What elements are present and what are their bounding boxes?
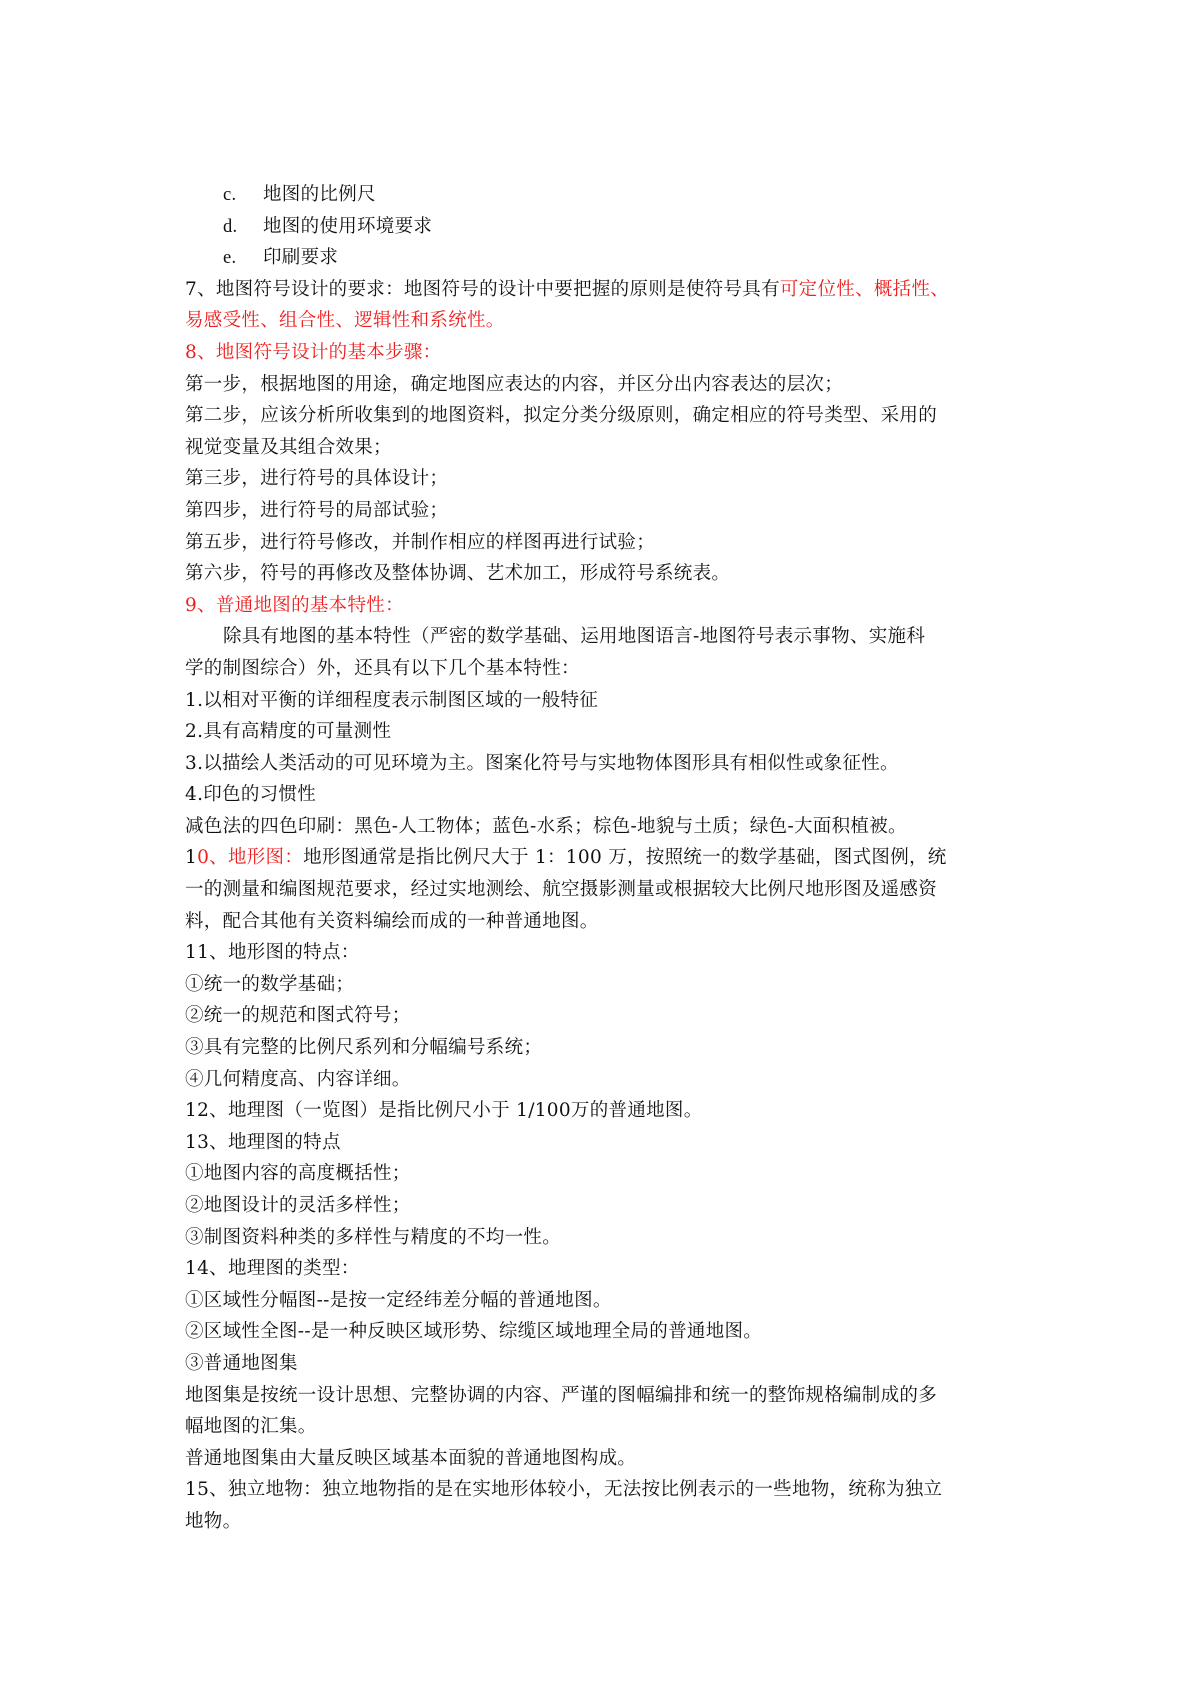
feature-2: 2.具有高精度的可量测性: [185, 721, 392, 743]
section-10-line-2: 一的测量和编图规范要求，经过实地测绘、航空摄影测量或根据较大比例尺地形图及遥感资: [185, 879, 938, 901]
section-10-line-3: 料，配合其他有关资料编绘而成的一种普通地图。: [185, 910, 599, 932]
section-13-item-3: ③制图资料种类的多样性与精度的不均一性。: [185, 1226, 562, 1248]
section-7-lead: 7、地图符号设计的要求：地图符号的设计中要把握的原则是使符号具有: [185, 278, 780, 300]
atlas-definition-line-1: 地图集是按统一设计思想、完整协调的内容、严谨的图幅编排和统一的整饰规格编制成的多: [185, 1384, 938, 1406]
section-14-item-2: ②区域性全图--是一种反映区域形势、综缆区域地理全局的普通地图。: [185, 1321, 763, 1343]
section-8-heading: 8、地图符号设计的基本步骤：: [185, 341, 442, 363]
list-item-c: [185, 179, 1015, 211]
item-text: 地图的使用环境要求: [263, 215, 433, 237]
document-page: [185, 179, 1015, 1538]
section-13-item-2: ②地图设计的灵活多样性；: [185, 1195, 411, 1216]
section-11-item-2: ②统一的规范和图式符号；: [185, 1005, 411, 1027]
section-14-item-3: ③普通地图集: [185, 1352, 298, 1374]
step-5: 第五步，进行符号修改，并制作相应的样图再进行试验；: [185, 531, 656, 553]
atlas-definition-line-2: 幅地图的汇集。: [185, 1416, 317, 1438]
step-6: 第六步，符号的再修改及整体协调、艺术加工，形成符号系统表。: [185, 563, 731, 585]
section-7-highlight-1: 可定位性、概括性、: [779, 278, 950, 300]
item-letter: e.: [223, 248, 237, 269]
section-10-heading: 0、地形图：: [197, 847, 304, 869]
list-item-e: [185, 242, 1015, 274]
section-13-heading: 13、地理图的特点: [185, 1131, 341, 1153]
section-14-item-1: ①区域性分幅图--是按一定经纬差分幅的普通地图。: [185, 1289, 612, 1311]
section-10-number: 1: [185, 847, 198, 869]
item-text: 地图的比例尺: [263, 184, 376, 205]
section-7-line-1: [185, 274, 1015, 306]
section-9-paragraph-line-2: 学的制图综合）外，还具有以下几个基本特性：: [185, 657, 580, 679]
section-13-item-1: ①地图内容的高度概括性；: [185, 1163, 411, 1185]
section-11-heading: 11、地形图的特点：: [185, 942, 360, 964]
item-text: 印刷要求: [263, 247, 339, 269]
section-11-item-3: ③具有完整的比例尺系列和分幅编号系统；: [185, 1037, 543, 1059]
step-1: 第一步，根据地图的用途，确定地图应表达的内容，并区分出内容表达的层次；: [185, 373, 844, 395]
section-12: 12、地理图（一览图）是指比例尺小于 1/100万的普通地图。: [185, 1100, 703, 1122]
section-9-heading: 9、普通地图的基本特性：: [185, 594, 404, 616]
section-10-line-1: [185, 842, 1015, 874]
section-7-highlight-2: 易感受性、组合性、逻辑性和系统性。: [185, 310, 505, 332]
step-3: 第三步，进行符号的具体设计；: [185, 468, 449, 490]
section-11-item-4: ④几何精度高、内容详细。: [185, 1068, 411, 1090]
section-11-item-1: ①统一的数学基础；: [185, 973, 355, 995]
feature-1: 1.以相对平衡的详细程度表示制图区域的一般特征: [185, 689, 599, 711]
general-atlas-note: 普通地图集由大量反映区域基本面貌的普通地图构成。: [185, 1447, 637, 1469]
feature-4: 4.印色的习惯性: [185, 784, 317, 806]
section-10-text: 地形图通常是指比例尺大于 1：100 万，按照统一的数学基础，图式图例，统: [303, 847, 947, 869]
step-2-continued: 视觉变量及其组合效果；: [185, 436, 392, 458]
color-printing-note: 减色法的四色印刷：黑色-人工物体；蓝色-水系；棕色-地貌与土质；绿色-大面积植被。: [185, 815, 907, 837]
item-letter: d.: [223, 216, 238, 237]
section-14-heading: 14、地理图的类型：: [185, 1258, 360, 1280]
section-15-line-1: 15、独立地物：独立地物指的是在实地形体较小，无法按比例表示的一些地物，统称为独立: [185, 1479, 943, 1501]
step-2: 第二步，应该分析所收集到的地图资料，拟定分类分级原则，确定相应的符号类型、采用的: [185, 405, 938, 427]
item-letter: c.: [223, 185, 237, 205]
step-4: 第四步，进行符号的局部试验；: [185, 499, 449, 521]
feature-3: 3.以描绘人类活动的可见环境为主。图案化符号与实地物体图形具有相似性或象征性。: [185, 752, 899, 774]
section-15-line-2: 地物。: [185, 1510, 242, 1532]
list-item-d: [185, 211, 1015, 243]
section-9-paragraph-line-1: 除具有地图的基本特性（严密的数学基础、运用地图语言-地图符号表示事物、实施科: [223, 626, 926, 648]
